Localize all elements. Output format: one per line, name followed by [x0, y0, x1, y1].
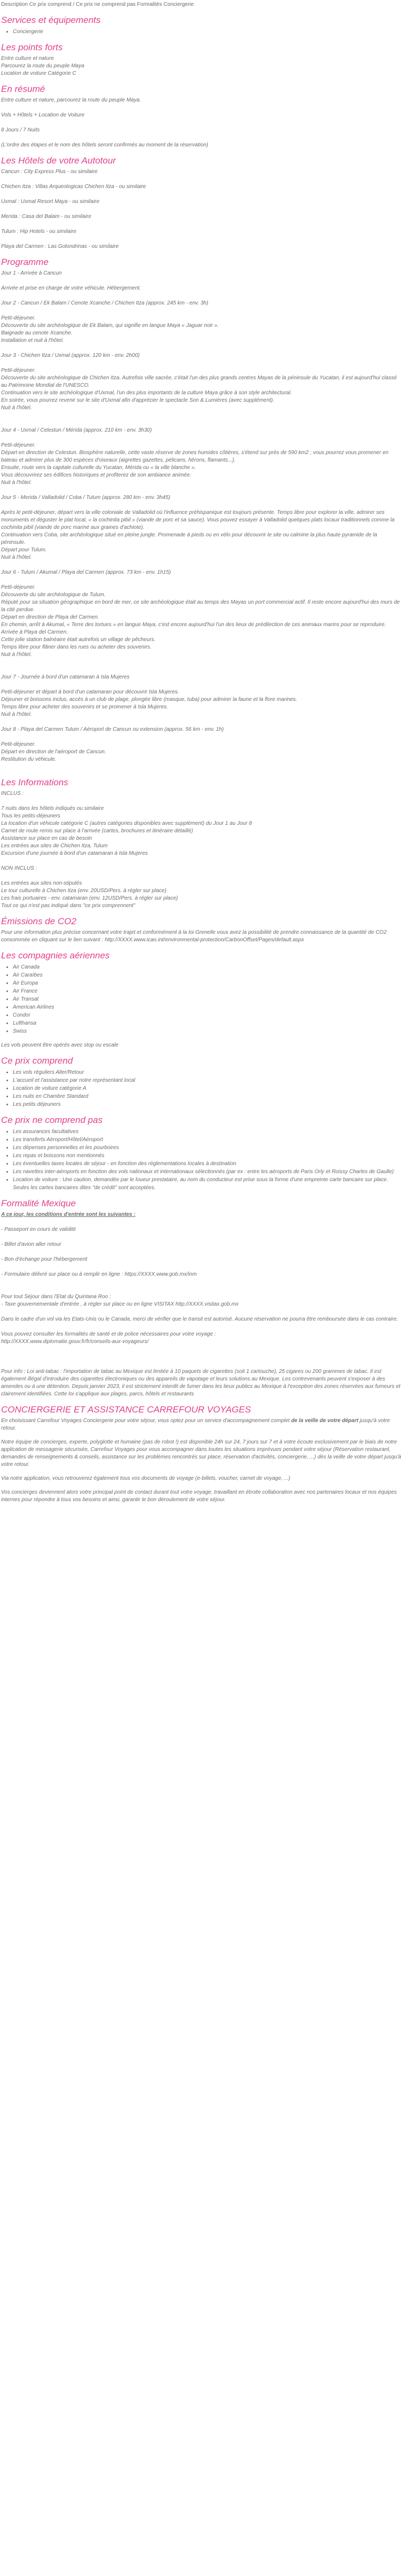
text-line: - Taxe gouvernementale d'entrée , à régler sur place ou en ligne VISITAX http://XXXX.visitax.gob.mx [1, 1301, 239, 1307]
text-line: Vous pouvez consulter les formalités de santé et de police nécessaires pour votre voyage : [1, 1331, 216, 1337]
text-line: Départ en direction de Celestun. Biosphère naturelle, cette vaste réserve de zones humides côtières, s'étend sur près de 590 km2 ; vous pourrez vous promener en bateau et admirer plus de 300 espèces d'oiseaux (aigrettes gazettes, pélicans, hérons, flamants...). [1, 450, 389, 463]
text-line: Nuit à l'hôtel. [1, 555, 32, 560]
text-line: Le tour culturelle à Chichen Itza (env. 20USD/Pers. à régler sur place) [1, 888, 167, 894]
conciergerie-section [1, 1404, 402, 1504]
text-line [1, 1234, 402, 1241]
text-line: Tulum : Hip Hotels - ou similaire [1, 229, 76, 235]
list-item: • L'accueil et l'assistance par notre représentant local [13, 1076, 402, 1084]
text-line [1, 206, 402, 213]
text-line [1, 1361, 402, 1368]
formalites-heading: A ce jour, les conditions d'entrée sont les suivantes : [1, 1212, 136, 1217]
text-line: - Passeport en cours de validité [1, 1227, 76, 1232]
text-line: Tout ce qui n'est pas indiqué dans "ce prix comprennent" [1, 903, 136, 909]
text-line: Chichen Itza : Villas Arqueologicas Chichen Itza - ou similaire [1, 184, 146, 190]
spacer [1, 412, 402, 427]
text-line: Cette jolie station balnéaire était autrefois un village de pêcheurs. [1, 637, 156, 643]
text-line [1, 1346, 402, 1353]
text-line: Nuit à l'hôtel. [1, 652, 32, 658]
text-line [1, 1219, 402, 1226]
text-line: Continuation vers le site archéologique d'Uxmal, l'un des plus importants de la culture Maya grâce à son style architectural. [1, 390, 292, 396]
spacer [1, 292, 402, 300]
text-line: Carnet de route remis sur place à l'arrivée (cartes, brochures et itinéraire détaillé) [1, 828, 193, 834]
text-line: NON INCLUS : [1, 865, 37, 871]
comprend-list [1, 1068, 402, 1109]
text-line: Pour tout Séjour dans l'Etat du Quintana Roo : [1, 1294, 111, 1300]
co2-text: Pour une information plus précise concernant votre trajet et conformément à la loi Grenelle vous avez la possibilité de prendre connaissance de la quantité de CO2 consommée en cliquant sur le lien suivant : http://XXXX.www.icao.int/environmental-protection/CarbonOffset/Pages/default.aspx [1, 930, 387, 943]
text-line: Jour 5 - Merida / Valladolid / Coba / Tulum (approx. 280 km - env. 3h45) [1, 495, 170, 501]
compagnies-title: Les compagnies aériennes [1, 950, 110, 961]
list-item: • Swiss [13, 1027, 402, 1035]
conciergerie-p1: Notre équipe de concierges, experte, polyglotte et humaine (pas de robot !) est disponible 24h sur 24, 7 jours sur 7 et à votre écoute exclusivement par le biais de notre application de messagerie sécurisée, Carrefour Voyages pour vous accompagner dans toutes les situations imprévues pendant votre séjour (Réservation restaurant, demandes de renseignements & conseils, assistance sur les problèmes rencontrés sur place, réservation d'activités, conciergerie, ...) dès la veille de votre départ jusqu'à votre retour. [1, 1439, 401, 1467]
text-line [1, 1248, 402, 1256]
compagnies-section [1, 950, 402, 1049]
formalites-title: Formalité Mexique [1, 1198, 76, 1208]
text-line [1, 176, 402, 183]
ne-comprend-list [1, 1128, 402, 1192]
hotels-section [1, 155, 402, 251]
text-line: En chemin, arrêt à Akumal, « Terre des tortues » en langue Maya, c'est encore aujourd'hui l'un des lieux de prédilection de ces animaux marins pour se reproduire. [1, 622, 386, 628]
spacer [1, 763, 402, 771]
text-line: Les entrées aux sites de Chichen Itza, Tulum [1, 843, 108, 849]
text-line: Après le petit-déjeuner, départ vers la ville coloniale de Valladolid où l'influence préhispanique est toujours présente. Temps libre pour explorer la ville, admirer ses monuments et déguster le plat local, « la cochinita pibil » (viande de porc et sa sauce). Vous pouvez essayer à Valladolid quelques plats locaux traditionnels comme la cochinita pibil (viande de porc mariné aux graines d'achiote). [1, 510, 395, 530]
list-item: • Air Canada [13, 963, 402, 971]
text-line [1, 104, 402, 112]
text-line: Petit-déjeuner. [1, 584, 36, 590]
text-line: Tous les petits-déjeuners [1, 813, 60, 819]
hotels-title: Les Hôtels de votre Autotour [1, 155, 116, 166]
text-line: Petit-déjeuner. [1, 315, 36, 321]
compagnies-note: Les vols peuvent être opérés avec stop ou escale [1, 1042, 119, 1048]
text-line: Petit-déjeuner. [1, 442, 36, 448]
text-line: Départ en direction de l'aéroport de Cancun. [1, 749, 106, 755]
text-line [1, 733, 402, 741]
text-line: Découverte du site archéologique de Tulum. [1, 592, 106, 598]
text-line: Entre culture et nature, parcourez la route du peuple Maya. [1, 97, 141, 103]
text-line: Assistance sur place en cas de besoin [1, 836, 92, 841]
spacer [1, 719, 402, 726]
text-line [1, 221, 402, 228]
text-line: En soirée, vous pourrez revenir sur le site d'Uxmal afin d'apprécier le spectacle Son & Lumières (avec supplément). [1, 397, 275, 403]
text-line [1, 1263, 402, 1271]
text-line: Petit-déjeuner. [1, 368, 36, 373]
comprend-section [1, 1056, 402, 1109]
text-line: - Billet d'avion aller retour [1, 1242, 61, 1247]
text-line: Jour 8 - Playa del Carmen Tulum / Aéroport de Cancun ou extension (approx. 56 km - env. 1h) [1, 727, 224, 732]
text-line: Baignade au cenote Xcanche. [1, 330, 73, 336]
text-line: Restitution du véhicule. [1, 756, 57, 762]
text-line [1, 1323, 402, 1331]
programme-section [1, 257, 402, 771]
text-line: Départ en direction de Playa del Carmen. [1, 614, 99, 620]
text-line: Réputé pour sa situation géographique en bord de mer, ce site archéologique était au temps des Mayas un port commercial actif. Il reste encore aujourd'hui des murs de la cité perdue. [1, 599, 400, 613]
text-line: Jour 2 - Cancun / Ek Balam / Cenote Xcanche / Chichen Itza (approx. 245 km - env. 3h) [1, 300, 208, 306]
conciergerie-intro-suffix: jusqu'à votre retour. [1, 1418, 390, 1431]
text-line: Les entrées aux sites non-stipulés [1, 880, 82, 886]
text-line: Nuit à l'hôtel. [1, 405, 32, 411]
programme-day [1, 427, 402, 487]
programme-day [1, 352, 402, 412]
spacer [1, 345, 402, 352]
compagnies-list [1, 963, 402, 1035]
list-item: • Air Europa [13, 979, 402, 987]
text-line: Dans le cadre d'un vol via les Etats-Unis ou le Canada, merci de vérifier que le transit est autorisé. Aucune réservation ne pourra être remboursée dans le cas contraire. [1, 1316, 399, 1322]
text-line: Jour 7 - Journée à bord d'un catamaran à Isla Mujeres [1, 674, 130, 680]
text-line: 8 Jours / 7 Nuits [1, 127, 40, 133]
points-forts-lines [1, 55, 402, 77]
spacer [1, 487, 402, 494]
text-line: Entre culture et nature [1, 56, 54, 61]
text-line [1, 307, 402, 315]
text-line: La location d'un véhicule catégorie C (autres catégories disponibles avec supplément) du Jour 1 au Jour 8 [1, 821, 252, 826]
programme-title: Programme [1, 257, 49, 267]
conciergerie-intro-bold: de la veille de votre départ [291, 1418, 359, 1424]
text-line: INCLUS : [1, 791, 24, 797]
list-item: • Air Transat [13, 995, 402, 1003]
list-item: • Les petits déjeuners [13, 1100, 402, 1109]
text-line: Petit-déjeuner et départ à bord d'un catamaran pour découvrir Isla Mujeres. [1, 689, 180, 695]
text-line [1, 1286, 402, 1293]
text-line: Cancun : City Express Plus - ou similaire [1, 169, 98, 175]
description-tabs: Description Ce prix comprend / Ce prix ne comprend pas Formalités Conciergerie [1, 2, 194, 7]
points-forts-section [1, 42, 402, 77]
list-item: • Air France [13, 987, 402, 995]
text-line: Continuation vers Coba, site archéologique situé en pleine jungle. Promenade à pieds ou en vélo pour découvrir le site ou calmine la plus haute pyramide de la péninsule. [1, 532, 377, 545]
ne-comprend-title: Ce prix ne comprend pas [1, 1115, 103, 1125]
text-line: Petit-déjeuner. [1, 741, 36, 747]
spacer [1, 659, 402, 674]
co2-section [1, 916, 402, 944]
resume-section [1, 84, 402, 149]
informations-section [1, 777, 402, 910]
text-line [1, 1278, 402, 1286]
list-item: • Conciergerie [13, 28, 402, 36]
resume-title: En résumé [1, 84, 45, 94]
text-line [1, 1353, 402, 1361]
text-line [1, 277, 402, 285]
text-line: - Formulaire délivré sur place ou à remplir en ligne : https://XXXX.www.gob.mx/inm [1, 1271, 197, 1277]
text-line [1, 1308, 402, 1316]
conciergerie-p3: Vos concierges deviennent alors votre principal point de contact durant tout votre voyage, travaillant en étroite collaboration avec nos partenaires locaux et nos équipes internes pour répondre à tous vos besoins et ainsi, garantir le bon déroulement de votre séjour. [1, 1489, 397, 1503]
text-line [1, 191, 402, 198]
text-line: 7 nuits dans les hôtels indiqués ou similaire [1, 806, 104, 811]
text-line [1, 576, 402, 584]
ne-comprend-section [1, 1115, 402, 1192]
list-item: • Les transferts Aéroport/Hôtel/Aéroport [13, 1136, 402, 1144]
list-item: • Location de voiture : Une caution, demandée par le loueur prestataire, au nom du conducteur est prise sous la forme d'une empreinte carte bancaire sur place. Seules les cartes bancaires dites "de crédit" sont acceptées. [13, 1176, 402, 1192]
services-list [1, 28, 402, 36]
text-line: Découverte du site archéologique de Ek Balam, qui signifie en langue Maya « Jaguar noir ». [1, 323, 219, 329]
text-line: Ensuite, route vers la capitale culturelle du Yucatan, Mérida ou « la ville blanche ». [1, 465, 196, 471]
programme-day [1, 300, 402, 345]
text-line: Départ pour Tulum. [1, 547, 47, 553]
text-line [1, 872, 402, 880]
informations-title: Les Informations [1, 777, 68, 787]
programme-day [1, 494, 402, 561]
programme-days [1, 270, 402, 771]
text-line [1, 434, 402, 442]
text-line: Playa del Carmen : Las Golondrinas - ou similaire [1, 244, 119, 249]
text-line [1, 857, 402, 865]
text-line: Les frais portuaires - env. catamaran (env. 12USD/Pers. à régler sur place) [1, 895, 178, 901]
text-line: Pour info : Loi anti-tabac : l'importation de tabac au Mexique est limitée à 10 paquets de cigarettes (soit 1 cartouche), 25 cigares ou 200 grammes de tabac. Il est également illégal d'introduire des cigarettes électroniques ou des appareils de vapotage et leurs solutions au Mexique. Les contrevenants peuvent s'exposer à des amendes ou à une détention. Depuis janvier 2023, il est strictement interdit de fumer dans les lieux publics au Mexique à l'exception des zones réservées aux fumeurs et clairement identifiées. Cette loi s'applique aux plages, parcs, hôtels et restaurants [1, 1369, 401, 1397]
text-line [1, 236, 402, 243]
informations-lines [1, 790, 402, 910]
list-item: • Lufthansa [13, 1019, 402, 1027]
text-line: Merida : Casa del Balam - ou similaire [1, 214, 91, 220]
conciergerie-intro-prefix: En choisissant Carrefour Voyages Conciergerie pour votre séjour, vous optez pour un service d'accompagnement complet [1, 1418, 291, 1424]
text-line: Excursion d'une journée à bord d'un catamaran à Isla Mujeres [1, 850, 148, 856]
text-line: Jour 4 - Uxmal / Celestun / Mérida (approx. 210 km - env. 3h30) [1, 427, 152, 433]
conciergerie-title: CONCIERGERIE ET ASSISTANCE CARREFOUR VOYAGES [1, 1404, 251, 1415]
text-line: Uxmal : Uxmal Resort Maya - ou similaire [1, 199, 99, 205]
list-item: • Les repas et boissons non mentionnés [13, 1152, 402, 1160]
resume-lines [1, 97, 402, 149]
text-line: Location de voiture Catégorie C [1, 71, 76, 76]
list-item: • Condor [13, 1011, 402, 1019]
comprend-title: Ce prix comprend [1, 1056, 73, 1066]
formalites-section [1, 1198, 402, 1398]
list-item: • Les dépenses personnelles et les pourboires [13, 1144, 402, 1152]
text-line [1, 681, 402, 689]
text-line: Arrivée à Playa del Carmen. [1, 629, 68, 635]
text-line: Installation et nuit à l'hôtel. [1, 338, 64, 344]
text-line [1, 119, 402, 127]
text-line: Vous découvrirez ses édifices historiques et profiterez de son ambiance animée. [1, 472, 191, 478]
list-item: • Les vols réguliers Aller/Retour [13, 1068, 402, 1076]
list-item: • Les assurances facultatives [13, 1128, 402, 1136]
programme-day [1, 674, 402, 719]
list-item: • Air Caraïbes [13, 971, 402, 979]
text-line: Jour 6 - Tulum / Akumal / Playa del Carmen (approx. 73 km - env. 1h15) [1, 569, 171, 575]
text-line: Nuit à l'hôtel. [1, 480, 32, 486]
formalites-lines [1, 1219, 402, 1398]
conciergerie-p2: Via notre application, vous retrouverez également tous vos documents de voyage (e-billets, voucher, carnet de voyage, ...) [1, 1476, 291, 1481]
text-line: Jour 3 - Chichen Itza / Uxmal (approx. 120 km - env. 2h00) [1, 353, 140, 358]
services-section [1, 15, 402, 36]
programme-day [1, 270, 402, 292]
text-line [1, 360, 402, 367]
text-line [1, 502, 402, 509]
conciergerie-intro [1, 1417, 402, 1432]
programme-day [1, 569, 402, 659]
text-line: Temps libre pour acheter des souvenirs et se promener à Isla Mujeres. [1, 704, 168, 710]
programme-day [1, 726, 402, 763]
text-line: Temps libre pour flâner dans les rues ou acheter des souvenirs. [1, 644, 152, 650]
text-line [1, 798, 402, 805]
services-title: Services et équipements [1, 15, 101, 25]
list-item: • Les nuits en Chambre Standard [13, 1092, 402, 1100]
hotels-lines [1, 168, 402, 251]
text-line: Parcourez la route du peuple Maya [1, 63, 84, 69]
list-item: • Location de voiture catégorie A [13, 1084, 402, 1092]
text-line [1, 134, 402, 142]
text-line: Découverte du site archéologique de Chichen Itza. Autrefois ville sacrée, c'était l'un des plus grands centres Mayas de la péninsule du Yucatan, il est aujourd'hui classé au Patrimoine Mondial de l'UNESCO. [1, 375, 397, 388]
text-line: Vols + Hôtels + Location de Voiture [1, 112, 85, 118]
spacer [1, 561, 402, 569]
list-item: • Les éventuelles taxes locales de séjour - en fonction des réglementations locales à destination [13, 1160, 402, 1168]
text-line: Nuit à l'hôtel. [1, 712, 32, 717]
co2-title: Émissions de CO2 [1, 916, 76, 926]
text-line: Déjeuner et boissons inclus, accès à un club de plage, plongée libre (masque, tuba) pour admirer la faune et la flore marines. [1, 697, 298, 702]
text-line: Jour 1 - Arrivée à Cancun [1, 270, 62, 276]
list-item: • American Airlines [13, 1003, 402, 1011]
points-forts-title: Les points forts [1, 42, 63, 52]
text-line: - Bon d'échange pour l'hébergement [1, 1256, 88, 1262]
text-line: Arrivée et prise en charge de votre véhicule. Hébergement. [1, 285, 141, 291]
text-line: (L'ordre des étapes et le nom des hôtels seront confirmés au moment de la réservation) [1, 142, 208, 148]
list-item: • Les navettes inter-aéroports en fonction des vols nationaux et internationaux sélectionnés (par ex : entre les aéroports de Paris Orly et Roissy Charles de Gaulle) [13, 1168, 402, 1176]
text-line: http://XXXX.www.diplomatie.gouv.fr/fr/conseils-aux-voyageurs/ [1, 1339, 149, 1345]
